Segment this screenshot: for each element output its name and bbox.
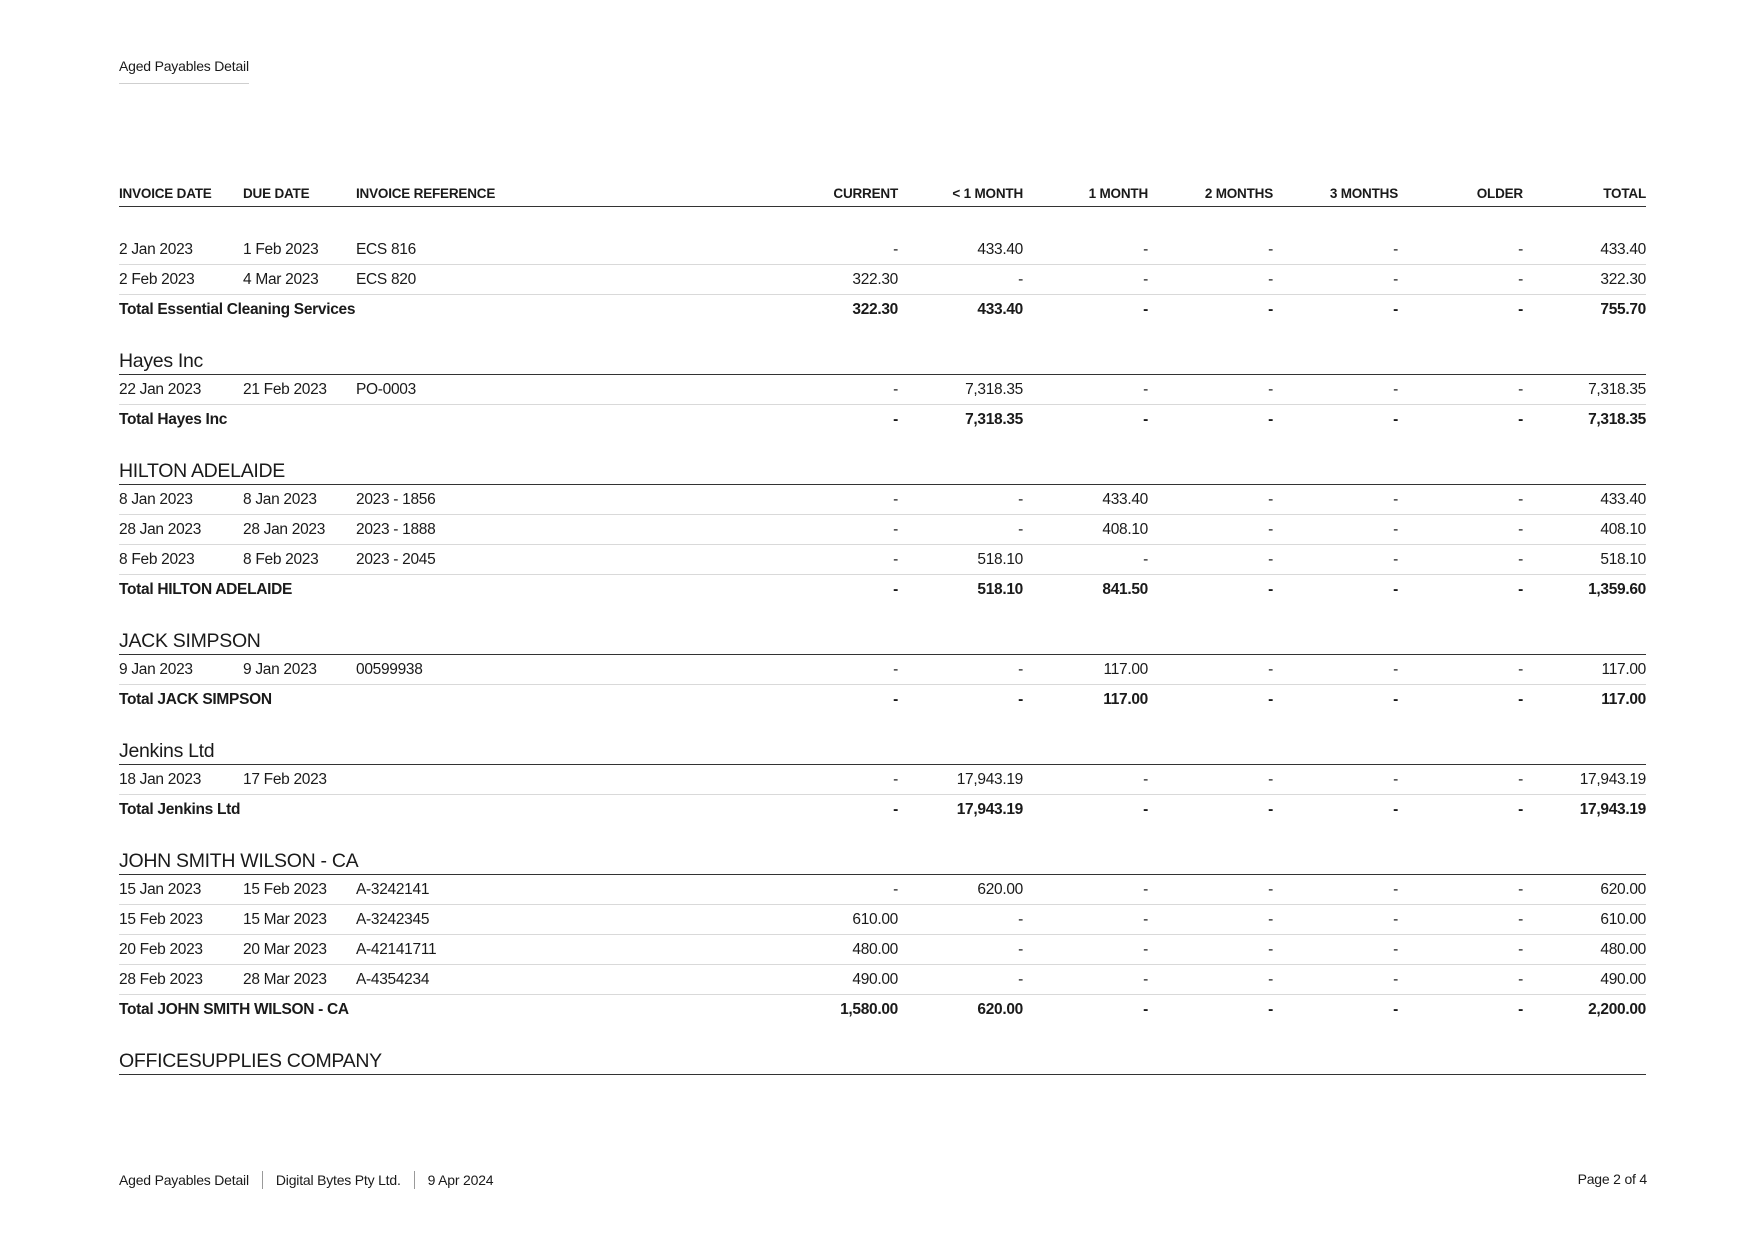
invoice-row [119, 875, 1646, 905]
supplier-name: HILTON ADELAIDE [119, 456, 1646, 485]
supplier-total-row [119, 295, 1646, 325]
column-header-invoice-date: INVOICE DATE [119, 180, 243, 207]
group-gap-row [119, 824, 1646, 846]
amount-cell-lt1: - [898, 935, 1023, 965]
column-header-1-month: 1 MONTH [1023, 180, 1148, 207]
total-cell-current: 322.30 [852, 300, 898, 318]
total-cell-total: 7,318.35 [1588, 410, 1646, 428]
footer-company: Digital Bytes Pty Ltd. [275, 1172, 401, 1188]
total-cell-m1: - [1143, 410, 1148, 428]
amount-cell-total: 408.10 [1523, 515, 1646, 545]
due-date-cell: 8 Jan 2023 [243, 485, 356, 515]
page-header-title: Aged Payables Detail [119, 58, 249, 84]
total-label: Total Essential Cleaning Services [119, 300, 356, 318]
page-footer [119, 1171, 493, 1189]
invoice-date-cell: 8 Jan 2023 [119, 485, 243, 515]
supplier-total-row [119, 575, 1646, 605]
amount-cell-current: - [526, 235, 898, 265]
amount-cell-m3: - [1273, 655, 1398, 685]
amount-cell-m3: - [1273, 235, 1398, 265]
invoice-row [119, 655, 1646, 685]
due-date-cell: 15 Feb 2023 [243, 875, 356, 905]
invoice-row [119, 265, 1646, 295]
total-cell-lt1: 433.40 [977, 300, 1023, 318]
column-header-2-months: 2 MONTHS [1148, 180, 1273, 207]
invoice-row [119, 765, 1646, 795]
invoice-row [119, 235, 1646, 265]
column-header-older: OLDER [1398, 180, 1523, 207]
group-gap-row [119, 714, 1646, 736]
amount-cell-m1: - [1023, 965, 1148, 995]
spacer-cell [119, 714, 1646, 736]
due-date-cell: 28 Mar 2023 [243, 965, 356, 995]
total-cell-older: - [1518, 580, 1523, 598]
amount-cell-m2: - [1148, 875, 1273, 905]
spacer-cell [119, 324, 1646, 346]
amount-cell-current: - [526, 875, 898, 905]
amount-cell-m2: - [1148, 935, 1273, 965]
supplier-total-row [119, 795, 1646, 825]
amount-cell-total: 518.10 [1523, 545, 1646, 575]
invoice-row [119, 545, 1646, 575]
total-cell-m1: - [1143, 1000, 1148, 1018]
amount-cell-current: - [526, 375, 898, 405]
supplier-group-header [119, 1046, 1646, 1075]
amount-cell-m2: - [1148, 515, 1273, 545]
amount-cell-total: 610.00 [1523, 905, 1646, 935]
amount-cell-lt1: 17,943.19 [898, 765, 1023, 795]
invoice-date-cell: 15 Feb 2023 [119, 905, 243, 935]
amount-cell-older: - [1398, 875, 1523, 905]
amount-cell-older: - [1398, 655, 1523, 685]
invoice-date-cell: 15 Jan 2023 [119, 875, 243, 905]
amount-cell-m1: - [1023, 905, 1148, 935]
amount-cell-m3: - [1273, 545, 1398, 575]
page-number: Page 2 of 4 [1577, 1171, 1647, 1187]
total-cell-m2: - [1268, 300, 1273, 318]
total-cell-m2: - [1268, 690, 1273, 708]
amount-cell-lt1: - [898, 515, 1023, 545]
invoice-reference-cell: PO-0003 [356, 375, 526, 405]
amount-cell-lt1: - [898, 905, 1023, 935]
supplier-group-header [119, 456, 1646, 485]
invoice-date-cell: 9 Jan 2023 [119, 655, 243, 685]
amount-cell-lt1: - [898, 965, 1023, 995]
supplier-total-row [119, 405, 1646, 435]
invoice-row [119, 935, 1646, 965]
invoice-row [119, 905, 1646, 935]
due-date-cell: 15 Mar 2023 [243, 905, 356, 935]
spacer-cell [119, 434, 1646, 456]
amount-cell-lt1: 518.10 [898, 545, 1023, 575]
supplier-name: Hayes Inc [119, 346, 1646, 375]
amount-cell-current: - [526, 515, 898, 545]
amount-cell-lt1: - [898, 485, 1023, 515]
supplier-group-header [119, 346, 1646, 375]
total-label: Total JOHN SMITH WILSON - CA [119, 1000, 349, 1018]
amount-cell-older: - [1398, 515, 1523, 545]
total-cell-current: - [893, 800, 898, 818]
invoice-reference-cell: 2023 - 1856 [356, 485, 526, 515]
amount-cell-m1: 433.40 [1023, 485, 1148, 515]
amount-cell-total: 322.30 [1523, 265, 1646, 295]
amount-cell-m3: - [1273, 935, 1398, 965]
total-cell-current: - [893, 580, 898, 598]
amount-cell-m2: - [1148, 765, 1273, 795]
total-cell-m1: - [1143, 800, 1148, 818]
aged-payables-table [119, 180, 1646, 1075]
table-body [119, 207, 1646, 1075]
amount-cell-m2: - [1148, 655, 1273, 685]
invoice-reference-cell: 2023 - 2045 [356, 545, 526, 575]
total-cell-m3: - [1393, 410, 1398, 428]
total-cell-total: 755.70 [1600, 300, 1646, 318]
total-label: Total JACK SIMPSON [119, 690, 272, 708]
amount-cell-m2: - [1148, 485, 1273, 515]
total-cell-total: 2,200.00 [1588, 1000, 1646, 1018]
invoice-date-cell: 28 Jan 2023 [119, 515, 243, 545]
amount-cell-m3: - [1273, 375, 1398, 405]
group-gap-row [119, 604, 1646, 626]
spacer-cell [119, 207, 1646, 236]
amount-cell-older: - [1398, 905, 1523, 935]
footer-report-name: Aged Payables Detail [119, 1172, 249, 1188]
total-cell-m3: - [1393, 690, 1398, 708]
due-date-cell: 21 Feb 2023 [243, 375, 356, 405]
total-cell-older: - [1518, 690, 1523, 708]
amount-cell-older: - [1398, 485, 1523, 515]
amount-cell-m1: - [1023, 875, 1148, 905]
spacer-row [119, 207, 1646, 236]
spacer-cell [119, 604, 1646, 626]
amount-cell-current: 610.00 [526, 905, 898, 935]
total-cell-total: 1,359.60 [1588, 580, 1646, 598]
total-cell-older: - [1518, 1000, 1523, 1018]
total-cell-m2: - [1268, 580, 1273, 598]
amount-cell-m1: - [1023, 235, 1148, 265]
amount-cell-older: - [1398, 765, 1523, 795]
amount-cell-m3: - [1273, 265, 1398, 295]
total-cell-m3: - [1393, 1000, 1398, 1018]
total-cell-lt1: 17,943.19 [956, 800, 1023, 818]
total-cell-current: - [893, 690, 898, 708]
footer-divider [262, 1171, 263, 1189]
invoice-date-cell: 20 Feb 2023 [119, 935, 243, 965]
amount-cell-current: 480.00 [526, 935, 898, 965]
total-cell-lt1: 518.10 [977, 580, 1023, 598]
amount-cell-older: - [1398, 545, 1523, 575]
total-cell-current: 1,580.00 [840, 1000, 898, 1018]
column-header-invoice-reference: INVOICE REFERENCE [356, 180, 526, 207]
amount-cell-m1: 408.10 [1023, 515, 1148, 545]
amount-cell-m3: - [1273, 765, 1398, 795]
amount-cell-older: - [1398, 235, 1523, 265]
supplier-group-header [119, 736, 1646, 765]
invoice-reference-cell: A-4354234 [356, 965, 526, 995]
footer-divider [414, 1171, 415, 1189]
supplier-total-row [119, 685, 1646, 715]
amount-cell-lt1: - [898, 265, 1023, 295]
invoice-reference-cell: 00599938 [356, 655, 526, 685]
amount-cell-total: 620.00 [1523, 875, 1646, 905]
invoice-row [119, 375, 1646, 405]
due-date-cell: 9 Jan 2023 [243, 655, 356, 685]
supplier-total-row [119, 995, 1646, 1025]
spacer-cell [119, 824, 1646, 846]
invoice-reference-cell: A-42141711 [356, 935, 526, 965]
invoice-reference-cell: 2023 - 1888 [356, 515, 526, 545]
total-cell-m3: - [1393, 580, 1398, 598]
invoice-reference-cell: ECS 820 [356, 265, 526, 295]
amount-cell-lt1: - [898, 655, 1023, 685]
total-label: Total Hayes Inc [119, 410, 228, 428]
group-gap-row [119, 324, 1646, 346]
table-header-row [119, 180, 1646, 207]
amount-cell-m1: - [1023, 935, 1148, 965]
supplier-name: OFFICESUPPLIES COMPANY [119, 1046, 1646, 1075]
due-date-cell: 20 Mar 2023 [243, 935, 356, 965]
total-cell-total: 117.00 [1601, 690, 1646, 708]
due-date-cell: 1 Feb 2023 [243, 235, 356, 265]
amount-cell-current: - [526, 765, 898, 795]
total-cell-older: - [1518, 800, 1523, 818]
total-cell-total: 17,943.19 [1579, 800, 1646, 818]
amount-cell-m2: - [1148, 265, 1273, 295]
supplier-name: JACK SIMPSON [119, 626, 1646, 655]
amount-cell-lt1: 433.40 [898, 235, 1023, 265]
spacer-cell [119, 1024, 1646, 1046]
invoice-date-cell: 2 Jan 2023 [119, 235, 243, 265]
amount-cell-older: - [1398, 965, 1523, 995]
invoice-row [119, 515, 1646, 545]
total-cell-m2: - [1268, 1000, 1273, 1018]
footer-date: 9 Apr 2024 [427, 1172, 494, 1188]
total-cell-lt1: 7,318.35 [965, 410, 1023, 428]
amount-cell-m2: - [1148, 235, 1273, 265]
amount-cell-m2: - [1148, 965, 1273, 995]
amount-cell-lt1: 620.00 [898, 875, 1023, 905]
column-header-less-than-1-month: < 1 MONTH [898, 180, 1023, 207]
total-cell-m3: - [1393, 300, 1398, 318]
amount-cell-older: - [1398, 375, 1523, 405]
invoice-reference-cell [356, 765, 526, 795]
amount-cell-current: 490.00 [526, 965, 898, 995]
total-cell-current: - [893, 410, 898, 428]
amount-cell-m1: 117.00 [1023, 655, 1148, 685]
column-header-3-months: 3 MONTHS [1273, 180, 1398, 207]
amount-cell-current: - [526, 485, 898, 515]
amount-cell-m3: - [1273, 515, 1398, 545]
total-label: Total Jenkins Ltd [119, 800, 241, 818]
amount-cell-m1: - [1023, 375, 1148, 405]
total-cell-lt1: - [1018, 690, 1023, 708]
invoice-date-cell: 2 Feb 2023 [119, 265, 243, 295]
invoice-reference-cell: ECS 816 [356, 235, 526, 265]
amount-cell-older: - [1398, 265, 1523, 295]
total-cell-older: - [1518, 300, 1523, 318]
due-date-cell: 17 Feb 2023 [243, 765, 356, 795]
invoice-row [119, 485, 1646, 515]
supplier-name: Jenkins Ltd [119, 736, 1646, 765]
group-gap-row [119, 1024, 1646, 1046]
column-header-current: CURRENT [526, 180, 898, 207]
amount-cell-current: 322.30 [526, 265, 898, 295]
total-cell-m2: - [1268, 410, 1273, 428]
amount-cell-m1: - [1023, 765, 1148, 795]
invoice-row [119, 965, 1646, 995]
due-date-cell: 4 Mar 2023 [243, 265, 356, 295]
amount-cell-m1: - [1023, 545, 1148, 575]
total-cell-older: - [1518, 410, 1523, 428]
amount-cell-total: 17,943.19 [1523, 765, 1646, 795]
total-cell-lt1: 620.00 [977, 1000, 1023, 1018]
due-date-cell: 8 Feb 2023 [243, 545, 356, 575]
amount-cell-total: 117.00 [1523, 655, 1646, 685]
amount-cell-older: - [1398, 935, 1523, 965]
total-cell-m3: - [1393, 800, 1398, 818]
amount-cell-m2: - [1148, 545, 1273, 575]
supplier-name: JOHN SMITH WILSON - CA [119, 846, 1646, 875]
invoice-reference-cell: A-3242345 [356, 905, 526, 935]
invoice-date-cell: 18 Jan 2023 [119, 765, 243, 795]
invoice-date-cell: 8 Feb 2023 [119, 545, 243, 575]
amount-cell-current: - [526, 545, 898, 575]
total-cell-m1: 841.50 [1102, 580, 1148, 598]
invoice-reference-cell: A-3242141 [356, 875, 526, 905]
invoice-date-cell: 22 Jan 2023 [119, 375, 243, 405]
amount-cell-m1: - [1023, 265, 1148, 295]
due-date-cell: 28 Jan 2023 [243, 515, 356, 545]
column-header-due-date: DUE DATE [243, 180, 356, 207]
total-cell-m2: - [1268, 800, 1273, 818]
amount-cell-m3: - [1273, 905, 1398, 935]
amount-cell-total: 433.40 [1523, 485, 1646, 515]
amount-cell-total: 433.40 [1523, 235, 1646, 265]
amount-cell-total: 7,318.35 [1523, 375, 1646, 405]
total-cell-m1: - [1143, 300, 1148, 318]
amount-cell-m3: - [1273, 485, 1398, 515]
amount-cell-lt1: 7,318.35 [898, 375, 1023, 405]
amount-cell-total: 490.00 [1523, 965, 1646, 995]
amount-cell-m2: - [1148, 905, 1273, 935]
group-gap-row [119, 434, 1646, 456]
amount-cell-m3: - [1273, 875, 1398, 905]
invoice-date-cell: 28 Feb 2023 [119, 965, 243, 995]
amount-cell-current: - [526, 655, 898, 685]
amount-cell-m3: - [1273, 965, 1398, 995]
total-cell-m1: 117.00 [1103, 690, 1148, 708]
amount-cell-total: 480.00 [1523, 935, 1646, 965]
supplier-group-header [119, 846, 1646, 875]
total-label: Total HILTON ADELAIDE [119, 580, 293, 598]
supplier-group-header [119, 626, 1646, 655]
amount-cell-m2: - [1148, 375, 1273, 405]
column-header-total: TOTAL [1523, 180, 1646, 207]
